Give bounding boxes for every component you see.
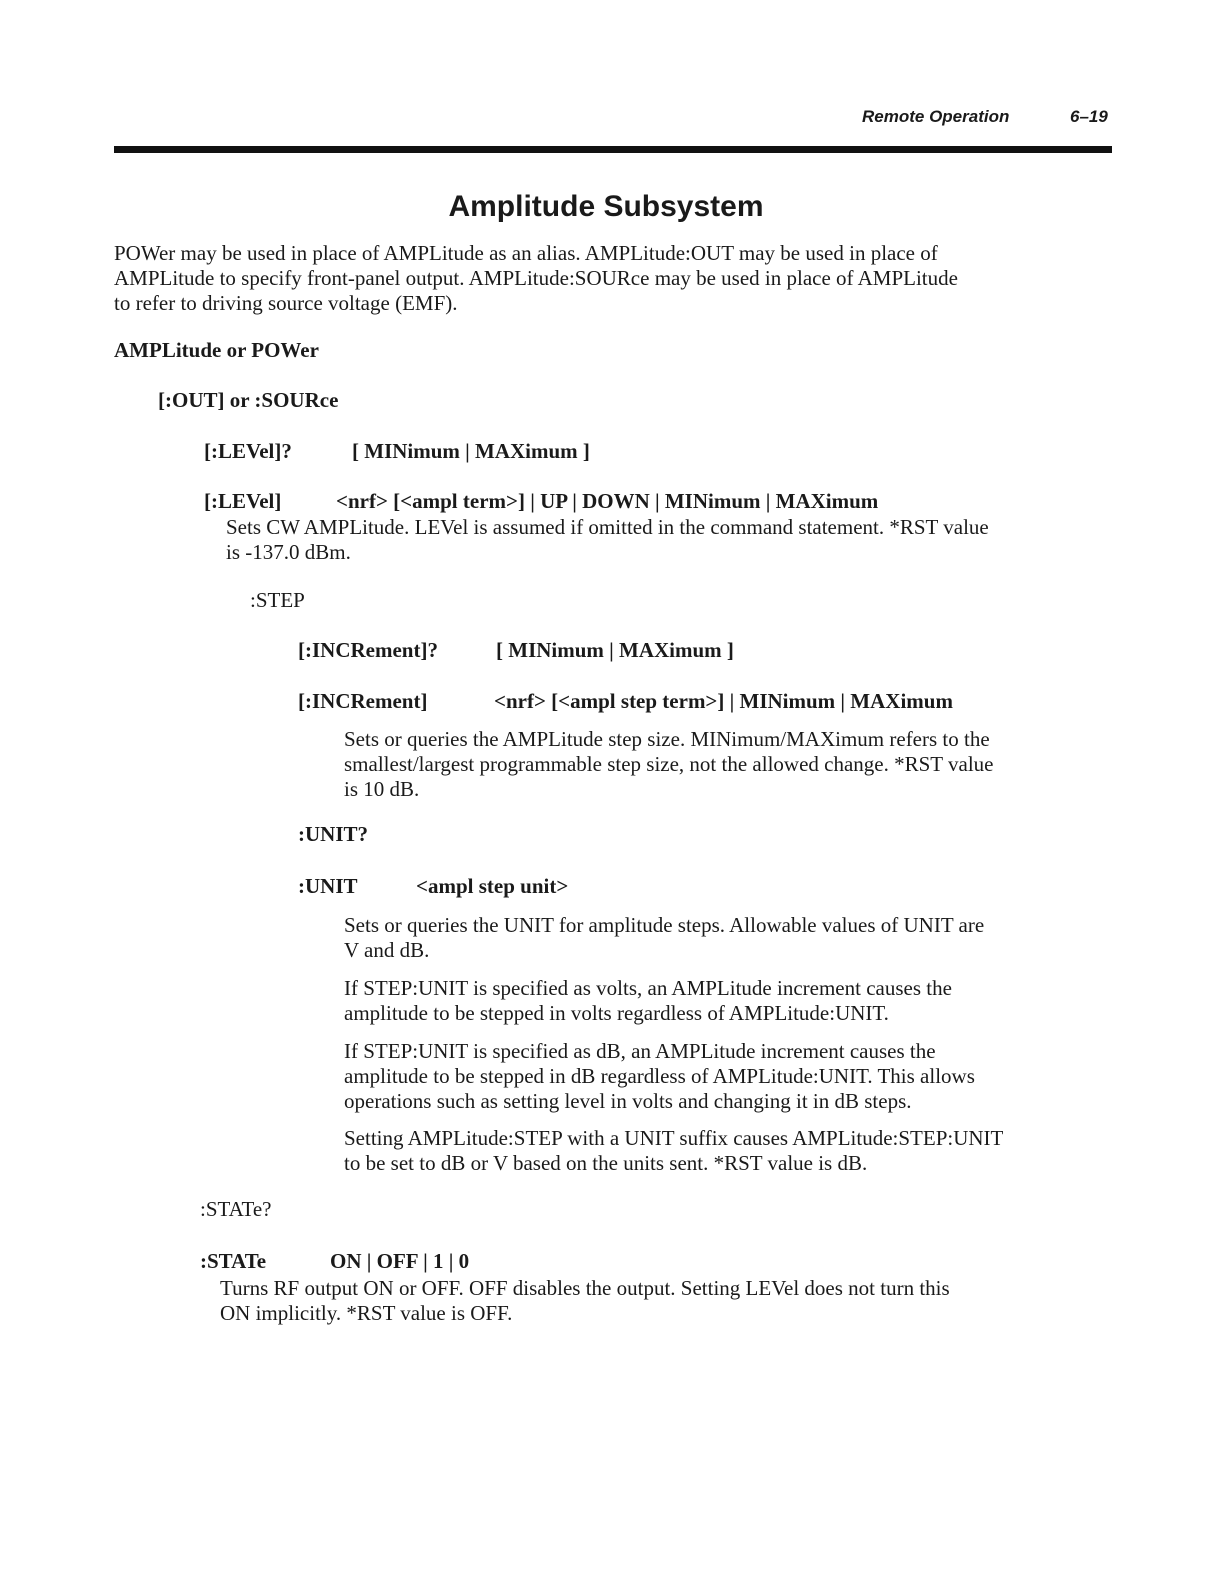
out-or-source-command: [:OUT] or :SOURce (158, 388, 339, 412)
increment-description (344, 727, 993, 802)
unit-desc-line: If STEP:UNIT is specified as dB, an AMPLitude increment causes the (344, 1039, 936, 1063)
unit-desc-line: V and dB. (344, 938, 430, 962)
intro-line: AMPLitude to specify front-panel output. AMPLitude:SOURce may be used in place of AMPLitude (114, 266, 958, 290)
state-description (220, 1276, 950, 1326)
running-header-section: Remote Operation (862, 107, 1010, 126)
state-query-command: :STATe? (200, 1197, 272, 1221)
increment-desc-line: smallest/largest programmable step size, not the allowed change. *RST value (344, 752, 994, 776)
unit-desc-line: Setting AMPLitude:STEP with a UNIT suffix causes AMPLitude:STEP:UNIT (344, 1126, 1004, 1150)
increment-query-command: [:INCRement]? (298, 638, 438, 662)
level-query-command: [:LEVel]? (204, 439, 292, 463)
increment-desc-line: is 10 dB. (344, 777, 420, 801)
level-set-command: [:LEVel] (204, 489, 282, 513)
unit-desc-line: If STEP:UNIT is specified as volts, an AMPLitude increment causes the (344, 976, 952, 1000)
unit-description-3 (344, 1039, 975, 1114)
intro-line: POWer may be used in place of AMPLitude as an alias. AMPLitude:OUT may be used in place of (114, 241, 938, 265)
unit-desc-line: Sets or queries the UNIT for amplitude steps. Allowable values of UNIT are (344, 913, 985, 937)
step-heading: :STEP (250, 588, 305, 612)
state-desc-line: ON implicitly. *RST value is OFF. (220, 1301, 513, 1325)
state-set-args: ON | OFF | 1 | 0 (330, 1249, 470, 1273)
state-desc-line: Turns RF output ON or OFF. OFF disables the output. Setting LEVel does not turn this (220, 1276, 950, 1300)
increment-set-args: <nrf> [<ampl step term>] | MINimum | MAXimum (494, 689, 953, 713)
unit-query-command: :UNIT? (298, 822, 369, 846)
intro-paragraph (114, 241, 958, 316)
unit-desc-line: operations such as setting level in volts and changing it in dB steps. (344, 1089, 912, 1113)
increment-set-command: [:INCRement] (298, 689, 428, 713)
header-rule (114, 146, 1112, 153)
level-query-args: [ MINimum | MAXimum ] (352, 439, 590, 463)
unit-description-4 (344, 1126, 1003, 1176)
unit-desc-line: amplitude to be stepped in dB regardless of AMPLitude:UNIT. This allows (344, 1064, 975, 1088)
intro-line: to refer to driving source voltage (EMF). (114, 291, 458, 315)
unit-description-2 (344, 976, 952, 1026)
unit-desc-line: to be set to dB or V based on the units sent. *RST value is dB. (344, 1151, 868, 1175)
level-set-args: <nrf> [<ampl term>] | UP | DOWN | MINimum | MAXimum (336, 489, 879, 513)
unit-set-args: <ampl step unit> (416, 874, 569, 898)
unit-set-command: :UNIT (298, 874, 358, 898)
unit-desc-line: amplitude to be stepped in volts regardless of AMPLitude:UNIT. (344, 1001, 889, 1025)
page-number: 6–19 (1070, 107, 1108, 126)
increment-query-args: [ MINimum | MAXimum ] (496, 638, 734, 662)
state-set-command: :STATe (200, 1249, 267, 1273)
unit-description-1 (344, 913, 984, 963)
root-command: AMPLitude or POWer (114, 338, 319, 362)
page-title: Amplitude Subsystem (448, 190, 764, 223)
level-desc-line: Sets CW AMPLitude. LEVel is assumed if omitted in the command statement. *RST value (226, 515, 989, 539)
level-desc-line: is -137.0 dBm. (226, 540, 351, 564)
level-description (226, 515, 989, 565)
increment-desc-line: Sets or queries the AMPLitude step size. MINimum/MAXimum refers to the (344, 727, 990, 751)
